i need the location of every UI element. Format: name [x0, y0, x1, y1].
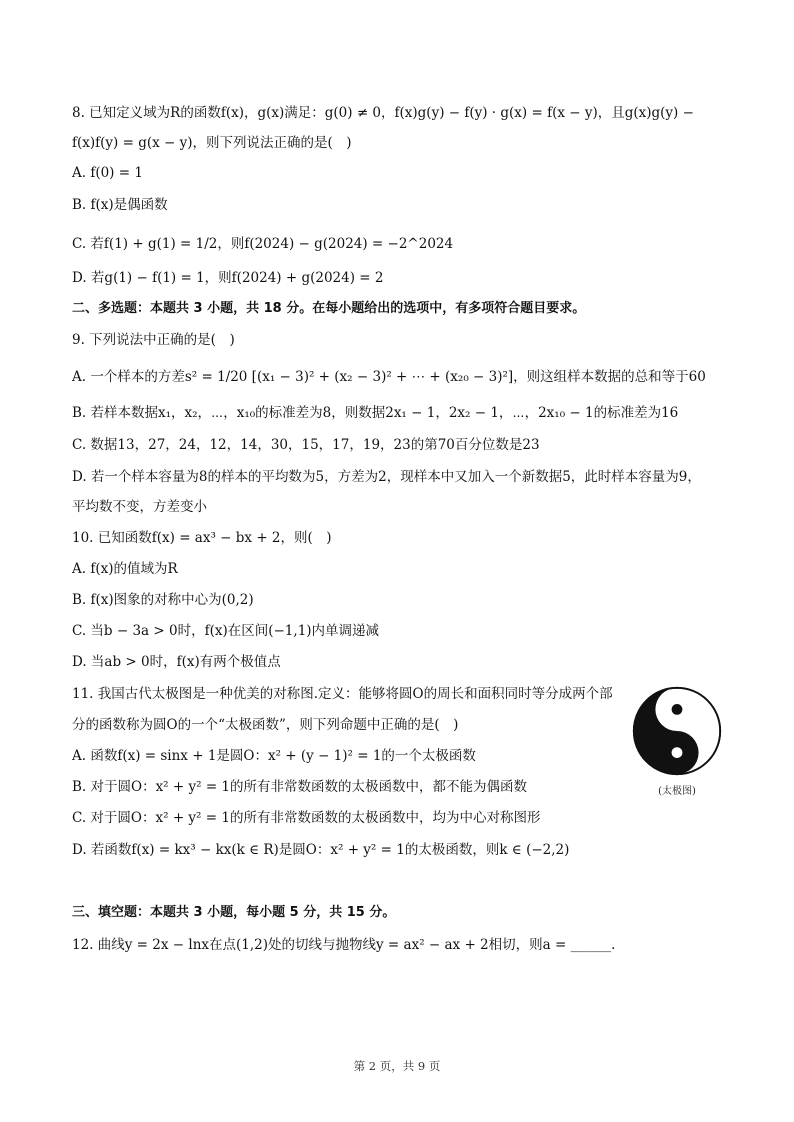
- q8-option-d: D. 若g(1) − f(1) = 1，则f(2024) + g(2024) = 2: [72, 270, 384, 286]
- section-2-heading: 二、多选题：本题共 3 小题，共 18 分。在每小题给出的选项中，有多项符合题目要求。: [72, 301, 586, 316]
- line-q8-stem-2: f(x)f(y) = g(x − y)，则下列说法正确的是( ): [72, 135, 352, 151]
- figure-taiji: [630, 686, 724, 797]
- q9-option-d-1: D. 若一个样本容量为8的样本的平均数为5，方差为2，现样本中又加入一个新数据5，此时样本容量为9，: [72, 469, 701, 485]
- taiji-icon: [632, 686, 722, 776]
- q11-option-a: A. 函数f(x) = sinx + 1是圆O：x² + (y − 1)² = 1的一个太极函数: [72, 748, 476, 764]
- q10-option-c: C. 当b − 3a > 0时，f(x)在区间(−1,1)内单调递减: [72, 623, 380, 639]
- section-3-heading: 三、填空题：本题共 3 小题，每小题 5 分，共 15 分。: [72, 905, 396, 920]
- q8-option-c: C. 若f(1) + g(1) = 1/2，则f(2024) − g(2024) = −2^2024: [72, 236, 454, 252]
- q9-stem: 9. 下列说法中正确的是( ): [72, 332, 235, 348]
- q8-option-b: B. f(x)是偶函数: [72, 197, 168, 213]
- q11-stem-1: 11. 我国古代太极图是一种优美的对称图.定义：能够将圆O的周长和面积同时等分成两个部: [72, 686, 613, 702]
- q11-option-b: B. 对于圆O：x² + y² = 1的所有非常数函数的太极函数中，都不能为偶函数: [72, 779, 528, 795]
- q10-option-a: A. f(x)的值域为R: [72, 561, 178, 577]
- q10-option-b: B. f(x)图象的对称中心为(0,2): [72, 592, 254, 608]
- q12-stem: 12. 曲线y = 2x − lnx在点(1,2)处的切线与抛物线y = ax² − ax + 2相切，则a = ______.: [72, 937, 616, 953]
- q8-option-a: A. f(0) = 1: [72, 165, 143, 181]
- q9-option-b: B. 若样本数据x₁，x₂，⋯，x₁₀的标准差为8，则数据2x₁ − 1，2x₂ − 1，⋯，2x₁₀ − 1的标准差为16: [72, 405, 679, 421]
- q9-option-d-2: 平均数不变，方差变小: [72, 499, 207, 515]
- q11-option-c: C. 对于圆O：x² + y² = 1的所有非常数函数的太极函数中，均为中心对称图形: [72, 810, 541, 826]
- q10-option-d: D. 当ab > 0时，f(x)有两个极值点: [72, 654, 281, 670]
- q10-stem: 10. 已知函数f(x) = ax³ − bx + 2，则( ): [72, 530, 332, 546]
- q9-option-c: C. 数据13，27，24，12，14，30，15，17，19，23的第70百分位数是23: [72, 437, 540, 453]
- line-q8-stem-1: 8. 已知定义域为R的函数f(x)，g(x)满足：g(0) ≠ 0，f(x)g(y) − f(y) · g(x) = f(x − y)，且g(x)g(y) −: [72, 105, 694, 121]
- q11-stem-2: 分的函数称为圆O的一个“太极函数”，则下列命题中正确的是( ): [72, 717, 459, 733]
- q9-option-a: A. 一个样本的方差s² = 1/20 [(x₁ − 3)² + (x₂ − 3)² + ⋯ + (x₂₀ − 3)²]，则这组样本数据的总和等于60: [72, 369, 706, 385]
- page-footer: 第 2 页，共 9 页: [353, 1059, 441, 1073]
- figure-caption: (太极图): [658, 786, 696, 797]
- q11-option-d: D. 若函数f(x) = kx³ − kx(k ∈ R)是圆O：x² + y² = 1的太极函数，则k ∈ (−2,2): [72, 842, 570, 858]
